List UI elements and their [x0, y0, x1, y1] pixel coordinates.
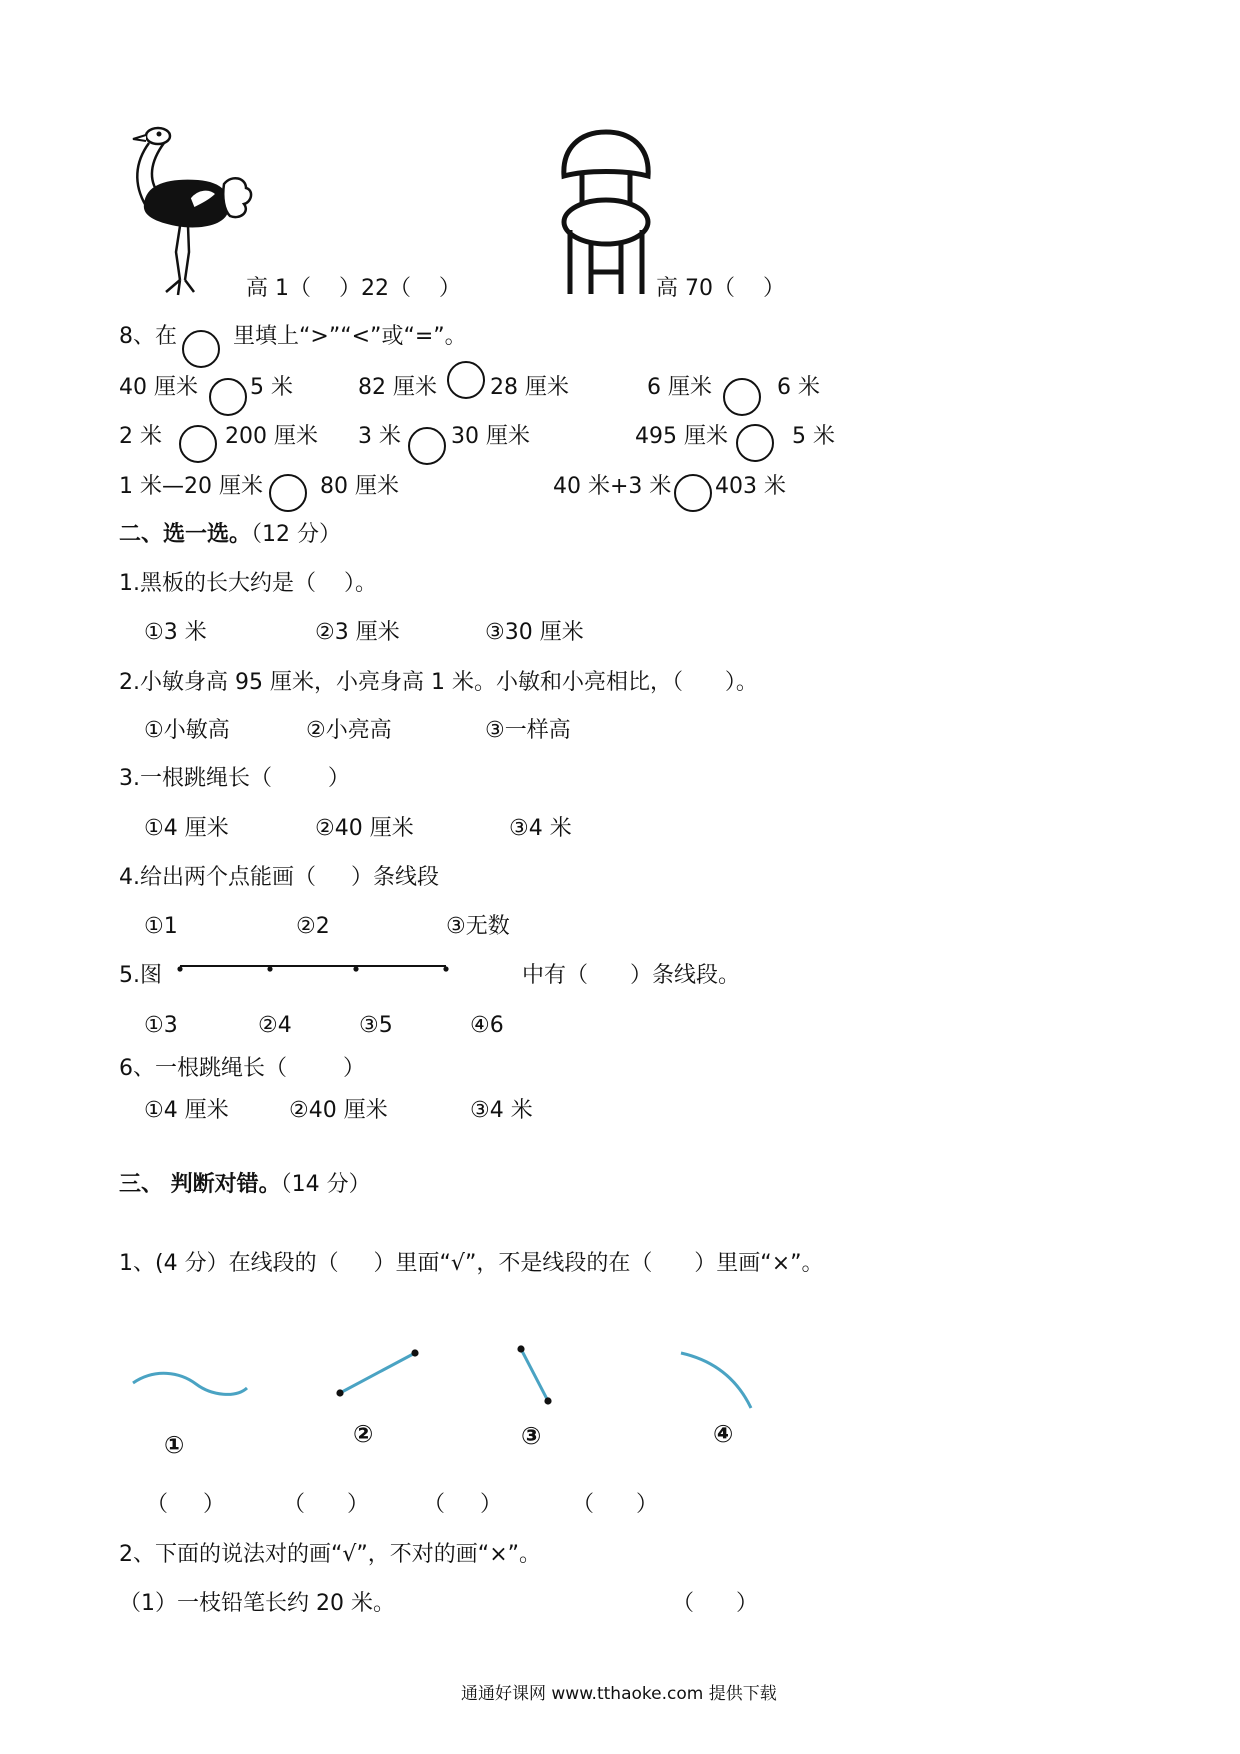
mc-option: ③4 米	[509, 816, 572, 841]
answer-blank: （ ）	[672, 1591, 758, 1616]
q8-example-circle	[182, 330, 220, 368]
mc-option: ①3	[144, 1013, 178, 1038]
compare-right: 80 厘米	[320, 474, 399, 499]
line-figures	[0, 1330, 800, 1420]
section2-heading	[119, 522, 341, 548]
mc-option: ①小敏高	[144, 718, 230, 743]
figure-label-2: ②	[353, 1420, 374, 1448]
mc-option: ③30 厘米	[485, 620, 584, 645]
compare-circle	[179, 425, 217, 463]
section2-title: 二、选一选。	[119, 522, 252, 547]
mc-option: ③4 米	[470, 1098, 533, 1123]
mc-option: ③一样高	[485, 718, 571, 743]
arc-curve	[681, 1353, 751, 1408]
mc-question-5-suffix: 中有（ ）条线段。	[522, 963, 740, 988]
line-segment	[521, 1349, 548, 1401]
figure-label-3: ③	[521, 1422, 542, 1450]
endpoint	[411, 1349, 418, 1356]
compare-left: 40 厘米	[119, 375, 198, 400]
judge-item-1: （1）一枝铅笔长约 20 米。	[119, 1591, 395, 1616]
figure-label-1: ①	[164, 1431, 185, 1459]
mc-option: ④6	[470, 1013, 504, 1038]
q8-prefix: 8、在	[119, 324, 177, 349]
compare-right: 6 米	[777, 375, 820, 400]
answer-blank: （ ）	[572, 1492, 658, 1517]
ostrich-image	[128, 122, 254, 298]
answer-blank: （ ）	[283, 1492, 369, 1517]
mc-question-2: 2.小敏身高 95 厘米，小亮身高 1 米。小敏和小亮相比，（ ）。	[119, 670, 758, 695]
compare-circle	[674, 474, 712, 512]
mc-question-4: 4.给出两个点能画（ ）条线段	[119, 865, 439, 890]
mc-question-6: 6、一根跳绳长（ ）	[119, 1056, 365, 1081]
section2-score: （12 分）	[251, 522, 342, 547]
endpoint	[544, 1397, 551, 1404]
ostrich-height-label: 高 1（ ）22（ ）	[246, 276, 461, 301]
figure-point	[353, 966, 358, 971]
stool-height-label: 高 70（ ）	[656, 276, 785, 301]
figure-label-4: ④	[713, 1420, 734, 1448]
compare-circle	[408, 427, 446, 465]
line-segment	[340, 1353, 415, 1393]
compare-right: 30 厘米	[451, 424, 530, 449]
mc-option: ②3 厘米	[315, 620, 400, 645]
compare-right: 28 厘米	[490, 375, 569, 400]
compare-circle	[209, 378, 247, 416]
compare-left: 495 厘米	[635, 424, 728, 449]
compare-right: 5 米	[250, 375, 293, 400]
mc-option: ②4	[258, 1013, 292, 1038]
footer-credit: 通通好课网 www.tthaoke.com 提供下载	[461, 1684, 777, 1704]
figure-point	[267, 966, 272, 971]
mc-option: ③5	[359, 1013, 393, 1038]
endpoint	[336, 1389, 343, 1396]
mc-option: ①4 厘米	[144, 816, 229, 841]
mc-option: ①4 厘米	[144, 1098, 229, 1123]
section3-score: （14 分）	[280, 1172, 371, 1197]
compare-left: 1 米—20 厘米	[119, 474, 263, 499]
compare-circle	[736, 424, 774, 462]
section3-title: 三、 判断对错。	[119, 1172, 281, 1197]
mc-option: ②小亮高	[306, 718, 392, 743]
compare-circle	[723, 378, 761, 416]
mc-option: ①1	[144, 914, 178, 939]
judge-question-1: 1、(4 分）在线段的（ ）里面“√”，不是线段的在（ ）里画“×”。	[119, 1251, 824, 1276]
mc-question-1: 1.黑板的长大约是（ ）。	[119, 571, 377, 596]
wavy-curve	[133, 1373, 247, 1394]
compare-circle	[269, 474, 307, 512]
mc-option: ①3 米	[144, 620, 207, 645]
mc-question-5-prefix: 5.图	[119, 963, 162, 988]
mc-question-3: 3.一根跳绳长（ ）	[119, 766, 350, 791]
compare-right: 5 米	[792, 424, 835, 449]
compare-left: 2 米	[119, 424, 162, 449]
compare-right: 200 厘米	[225, 424, 318, 449]
stool-image	[556, 126, 656, 298]
mc-option: ②40 厘米	[289, 1098, 388, 1123]
endpoint	[517, 1345, 524, 1352]
answer-blank: （ ）	[423, 1492, 502, 1517]
figure-point	[177, 966, 182, 971]
compare-circle	[447, 361, 485, 399]
answer-blank: （ ）	[146, 1492, 225, 1517]
compare-right: 403 米	[715, 474, 786, 499]
compare-left: 3 米	[358, 424, 401, 449]
mc-option: ③无数	[446, 914, 510, 939]
compare-left: 82 厘米	[358, 375, 437, 400]
section3-heading	[119, 1172, 371, 1198]
compare-left: 40 米+3 米	[553, 474, 672, 499]
judge-question-2: 2、下面的说法对的画“√”，不对的画“×”。	[119, 1542, 542, 1567]
mc-option: ②2	[296, 914, 330, 939]
q8-instruction: 里填上“>”“<”或“=”。	[233, 324, 467, 349]
line-with-points-figure	[170, 955, 460, 979]
figure-point	[443, 966, 448, 971]
compare-left: 6 厘米	[647, 375, 712, 400]
mc-option: ②40 厘米	[315, 816, 414, 841]
